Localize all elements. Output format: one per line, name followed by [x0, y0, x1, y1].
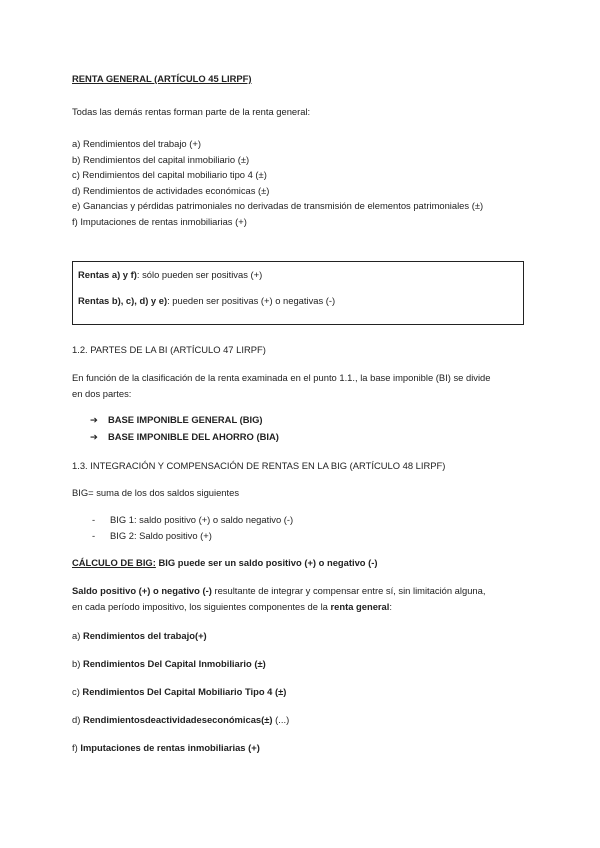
list-item: f) Imputaciones de rentas inmobiliarias (+) [72, 216, 247, 227]
section-title-renta-general: RENTA GENERAL (ARTÍCULO 45 LIRPF) [72, 73, 252, 84]
section-intro: Todas las demás rentas forman parte de la renta general: [72, 106, 311, 117]
component-prefix: c) [72, 686, 83, 697]
paragraph-line: En función de la clasificación de la renta examinada en el punto 1.1., la base imponible (BI) se divide [72, 372, 491, 383]
saldo-line2-pre: en cada período impositivo, los siguientes componentes de la [72, 601, 331, 612]
component-label: Rendimientos Del Capital Mobiliario Tipo 4 (±) [82, 686, 287, 697]
list-item: e) Ganancias y pérdidas patrimoniales no derivadas de transmisión de elementos patrimoniales (±) [72, 200, 484, 211]
component-item [72, 630, 207, 641]
component-label: Rendimientosdeactividadeseconómicas(±) [82, 714, 273, 725]
arrow-icon: ➔ [90, 414, 98, 425]
saldo-text: resultante de integrar y compensar entre sí, sin limitación alguna, [211, 585, 486, 596]
list-item-label: BIG 1: saldo positivo (+) o saldo negativo (-) [110, 514, 294, 525]
calc-text: BIG puede ser un saldo positivo (+) o negativo (-) [155, 557, 378, 568]
note-line-1-bold: Rentas a) y f) [78, 269, 137, 280]
list-item-label: BASE IMPONIBLE DEL AHORRO (BIA) [108, 431, 279, 442]
list-item: b) Rendimientos del capital inmobiliario (±) [72, 154, 250, 165]
saldo-line2-bold: renta general [330, 601, 390, 612]
list-item: a) Rendimientos del trabajo (+) [72, 138, 201, 149]
saldo-line2-post: : [389, 601, 392, 612]
list-item-label: BASE IMPONIBLE GENERAL (BIG) [108, 414, 263, 425]
component-prefix: a) [72, 630, 83, 641]
component-label: Rendimientos Del Capital Inmobiliario (±) [82, 658, 266, 669]
list-item: c) Rendimientos del capital mobiliario tipo 4 (±) [72, 169, 267, 180]
list-item [92, 530, 212, 541]
paragraph-line: en dos partes: [72, 388, 132, 399]
note-line-2 [78, 295, 335, 306]
component-prefix: f) [72, 742, 81, 753]
section-intro: BIG= suma de los dos saldos siguientes [72, 487, 240, 498]
note-line-1 [78, 269, 262, 280]
component-item [72, 686, 286, 697]
note-line-1-text: : sólo pueden ser positivas (+) [136, 269, 263, 280]
list-item [92, 514, 293, 525]
component-prefix: b) [72, 658, 83, 669]
component-suffix: (...) [272, 714, 290, 725]
saldo-bold: Saldo positivo (+) o negativo (-) [72, 585, 212, 596]
note-line-2-text: : pueden ser positivas (+) o negativas (-) [167, 295, 336, 306]
calc-heading [72, 557, 378, 568]
component-label: Imputaciones de rentas inmobiliarias (+) [80, 742, 260, 753]
component-label: Rendimientos del trabajo(+) [82, 630, 207, 641]
note-line-2-bold: Rentas b), c), d) y e) [78, 295, 168, 306]
calc-label: CÁLCULO DE BIG: [72, 557, 156, 568]
component-item [72, 658, 266, 669]
arrow-icon: ➔ [90, 431, 98, 442]
paragraph-line [72, 601, 392, 612]
section-title-partes-bi: 1.2. PARTES DE LA BI (ARTÍCULO 47 LIRPF) [72, 344, 266, 355]
section-title-integracion: 1.3. INTEGRACIÓN Y COMPENSACIÓN DE RENTAS EN LA BIG (ARTÍCULO 48 LIRPF) [72, 460, 446, 471]
component-item [72, 714, 289, 725]
dash-bullet: - [92, 514, 96, 525]
component-prefix: d) [72, 714, 83, 725]
list-item-label: BIG 2: Saldo positivo (+) [110, 530, 212, 541]
list-item: d) Rendimientos de actividades económicas (±) [72, 185, 270, 196]
list-item [90, 414, 263, 426]
list-item [90, 431, 279, 443]
component-item [72, 742, 260, 753]
dash-bullet: - [92, 530, 96, 541]
paragraph-line [72, 585, 485, 596]
